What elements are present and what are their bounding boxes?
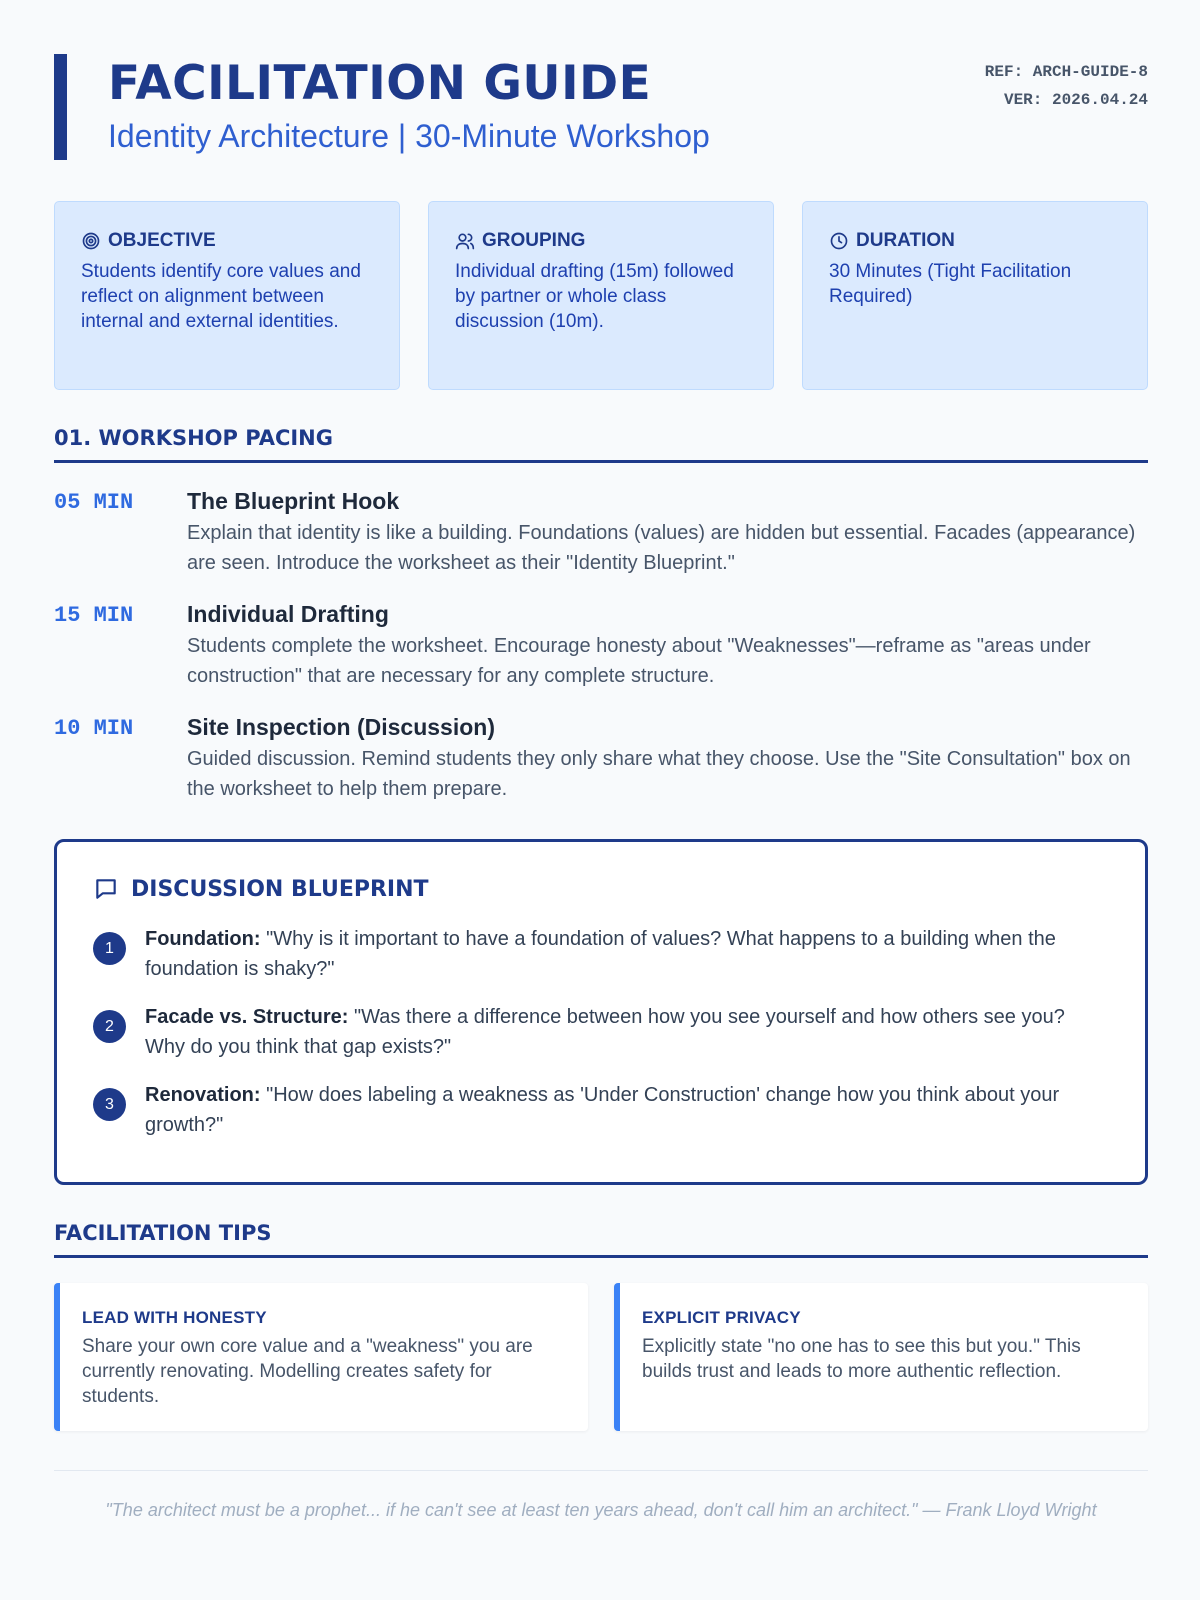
- pacing-time: 10 MIN: [54, 716, 134, 741]
- target-icon: [81, 231, 101, 251]
- pacing-list: [54, 488, 1148, 827]
- tip-card: [614, 1283, 1148, 1431]
- card-text: Students identify core values and reflect on alignment between internal and external identities.: [81, 261, 361, 332]
- pacing-item: [54, 714, 1148, 827]
- card-text: Individual drafting (15m) followed by partner or whole class discussion (10m).: [455, 261, 734, 332]
- page-title: FACILITATION GUIDE: [108, 56, 652, 111]
- item-number-badge: 2: [93, 1010, 126, 1043]
- card-grouping: [428, 201, 774, 390]
- tip-title: LEAD WITH HONESTY: [82, 1308, 267, 1327]
- item-number-badge: 1: [93, 932, 126, 965]
- blueprint-item: [93, 1002, 1109, 1062]
- document-reference: [985, 58, 1148, 114]
- card-title: DURATION: [856, 230, 955, 251]
- chat-icon: [93, 876, 119, 902]
- tip-card: [54, 1283, 588, 1431]
- footer-divider: [54, 1470, 1148, 1471]
- item-question: "Was there a difference between how you see yourself and how others see you? Why do you think that gap exists?": [145, 1006, 1065, 1058]
- blueprint-title: DISCUSSION BLUEPRINT: [131, 876, 429, 902]
- pacing-text: Explain that identity is like a building. Foundations (values) are hidden but essential. Facades (appearance) are seen. Introduce the worksheet as their "Identity Blueprint.": [187, 522, 1136, 574]
- item-label: Foundation:: [145, 928, 261, 950]
- overview-cards: [54, 201, 1148, 390]
- discussion-blueprint: [54, 839, 1148, 1185]
- item-label: Facade vs. Structure:: [145, 1006, 349, 1028]
- pacing-item: [54, 601, 1148, 714]
- item-question: "Why is it important to have a foundation of values? What happens to a building when the foundation is shaky?": [145, 928, 1056, 980]
- pacing-title: Site Inspection (Discussion): [187, 714, 495, 740]
- page-header: [54, 54, 1148, 160]
- card-duration: [802, 201, 1148, 390]
- pacing-item: [54, 488, 1148, 601]
- blueprint-item: [93, 1080, 1109, 1140]
- facilitation-tips: [54, 1283, 1148, 1431]
- version-code: VER: 2026.04.24: [1003, 91, 1148, 109]
- card-title: OBJECTIVE: [108, 230, 216, 251]
- blueprint-item: [93, 924, 1109, 984]
- header-accent-bar: [54, 54, 67, 160]
- section-title-pacing: 01. WORKSHOP PACING: [54, 426, 1148, 463]
- pacing-text: Guided discussion. Remind students they only share what they choose. Use the "Site Consultation" box on the worksheet to help them prepare.: [187, 748, 1131, 800]
- item-label: Renovation:: [145, 1084, 261, 1106]
- pacing-time: 15 MIN: [54, 603, 134, 628]
- item-question: "How does labeling a weakness as 'Under Construction' change how you think about your growth?": [145, 1084, 1060, 1136]
- pacing-title: Individual Drafting: [187, 601, 389, 627]
- tip-title: EXPLICIT PRIVACY: [642, 1308, 801, 1327]
- footer-quote: "The architect must be a prophet... if he can't see at least ten years ahead, don't call him an architect." — Frank Lloyd Wright: [105, 1500, 1097, 1520]
- pacing-time: 05 MIN: [54, 490, 134, 515]
- pacing-title: The Blueprint Hook: [187, 488, 400, 514]
- pacing-text: Students complete the worksheet. Encourage honesty about "Weaknesses"—reframe as "areas under construction" that are necessary for any complete structure.: [187, 635, 1091, 687]
- reference-code: REF: ARCH-GUIDE-8: [984, 63, 1148, 81]
- card-objective: [54, 201, 400, 390]
- clock-icon: [829, 231, 849, 251]
- card-title: GROUPING: [482, 230, 586, 251]
- item-number-badge: 3: [93, 1088, 126, 1121]
- tip-text: Share your own core value and a "weakness" you are currently renovating. Modelling creates safety for students.: [82, 1336, 533, 1407]
- page-subtitle: Identity Architecture | 30-Minute Workshop: [108, 118, 710, 154]
- card-text: 30 Minutes (Tight Facilitation Required): [829, 261, 1072, 307]
- tip-text: Explicitly state "no one has to see this but you." This builds trust and leads to more authentic reflection.: [642, 1336, 1081, 1382]
- users-icon: [455, 231, 475, 251]
- section-title-tips: FACILITATION TIPS: [54, 1221, 1148, 1258]
